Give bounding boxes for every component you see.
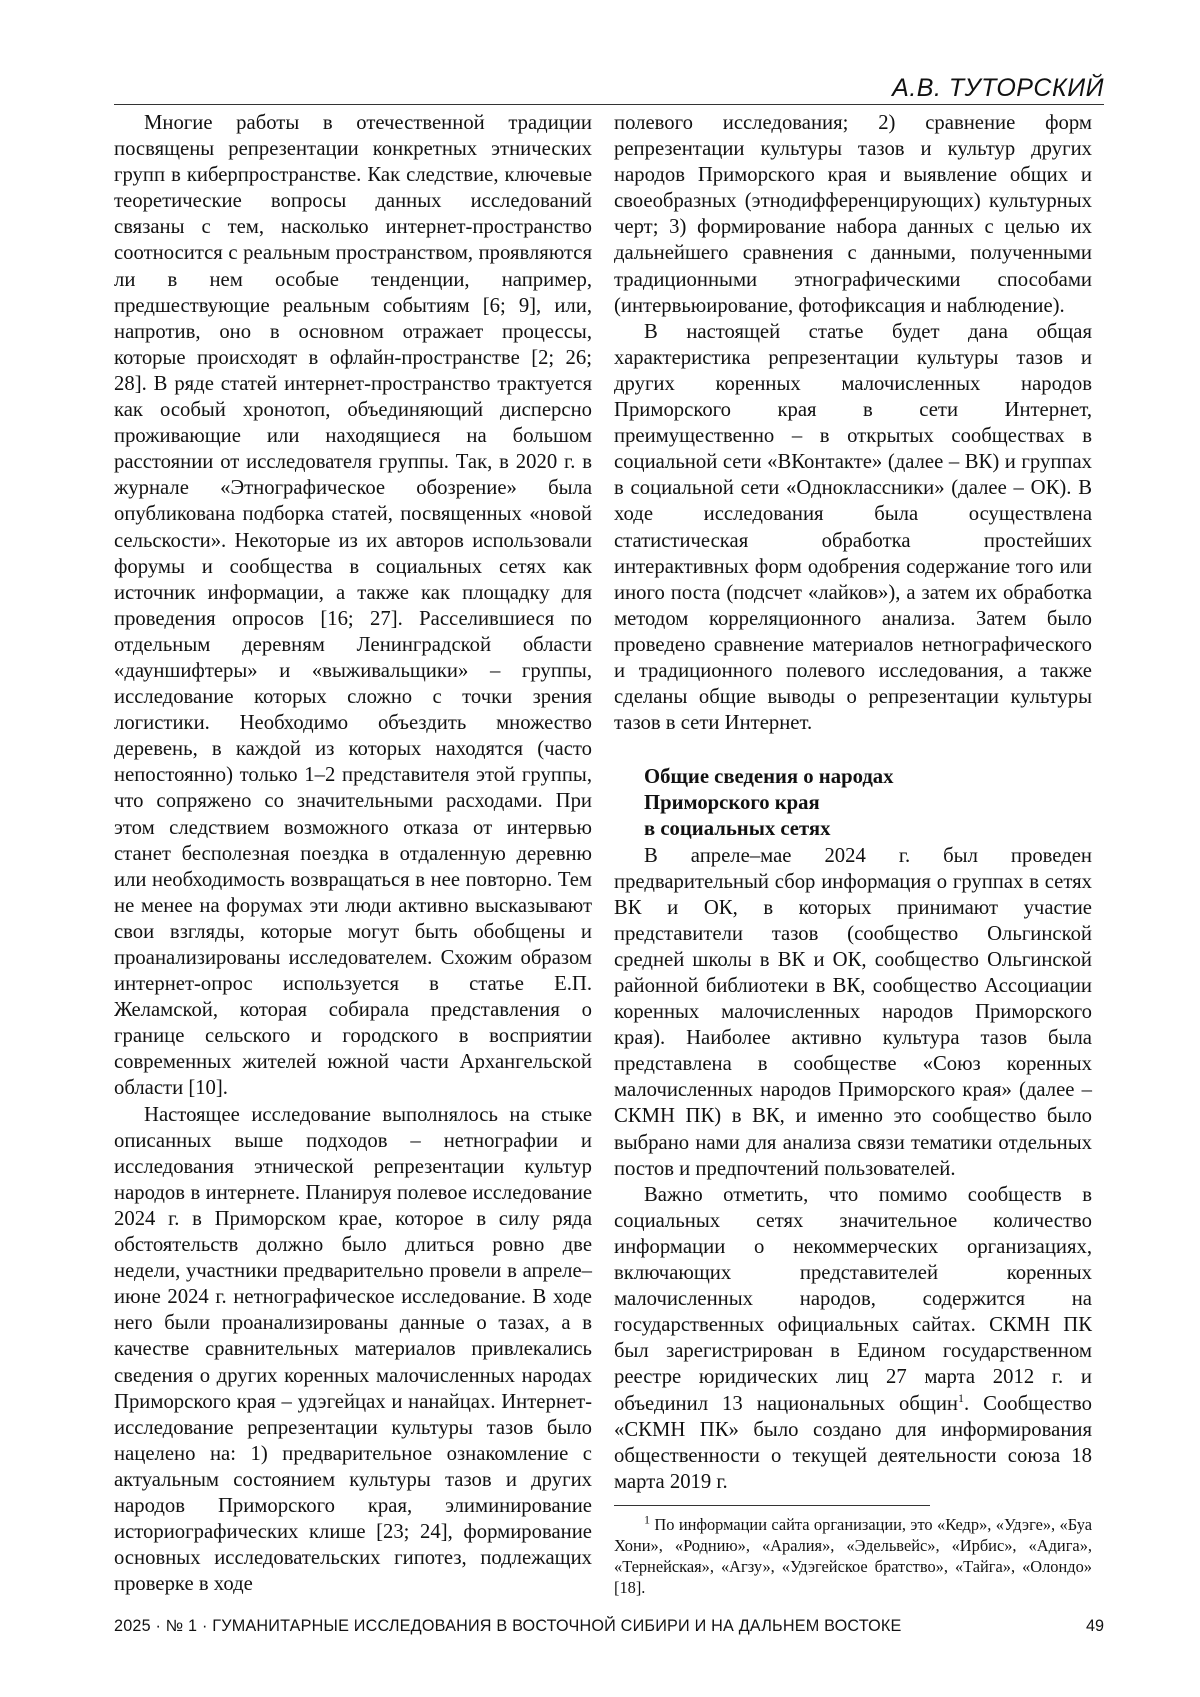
running-head-author: А.В. ТУТОРСКИЙ (892, 74, 1104, 102)
section-heading-line: Общие сведения о народах (644, 766, 894, 789)
footnote (614, 1514, 1092, 1599)
section-heading (644, 764, 1092, 842)
paragraph-text: Важно отметить, что помимо сообществ в социальных сетях значительное количество информации о некоммерческих организациях, включающих представителей коренных малочисленных народов, содержится на государственных официальных сайтах. СКМН ПК был зарегистрирован в Едином государственном реестре юридических лиц 27 марта 2012 г. и объединил 13 национальных общин (614, 1183, 1092, 1415)
section-heading-line: Приморского края (644, 792, 820, 815)
right-column (614, 110, 1092, 1599)
header-rule (114, 104, 1104, 105)
body-paragraph (614, 1182, 1092, 1495)
body-paragraph-continuation: полевого исследования; 2) сравнение форм репрезентации культуры тазов и культур других народов Приморского края и выявление общих и своеобразных (этнодифференцирующих) культурных черт; 3) формирование набора данных с целью их дальнейшего сравнения с данными, полученными традиционными этнографическими способами (интервьюирование, фотофиксация и наблюдение). (614, 112, 1092, 317)
body-paragraph: Многие работы в отечественной традиции посвящены репрезентации конкретных этнических групп в киберпространстве. Как следствие, ключевые теоретические вопросы данных исследований связаны с тем, насколько интернет-пространство соотносится с реальным пространством, проявляются ли в нем особые тенденции, например, предшествующие реальным событиям [6; 9], или, напротив, оно в основном отражает процессы, которые происходят в офлайн-пространстве [2; 26; 28]. В ряде статей интернет-пространство трактуется как особый хронотоп, объединяющий дисперсно проживающие или находящиеся на большом расстоянии от исследователя группы. Так, в 2020 г. в журнале «Этнографическое обозрение» была опубликована подборка статей, посвященных «новой сельскости». Некоторые из их авторов использовали форумы и сообщества в социальных сетях как источник информации, а также как площадку для проведения опросов [16; 27]. Расселившиеся по отдельным деревням Ленинградской области «дауншифтеры» и «выживальщики» – группы, исследование которых сложно с точки зрения логистики. Необходимо объездить множество деревень, в каждой из которых находятся (часто непостоянно) только 1–2 представителя этой группы, что сопряжено со значительными расходами. При этом следствием возможного отказа от интервью станет бесполезная поездка в отдаленную деревню или необходимость возвращаться в нее повторно. Тем не менее на форумах эти люди активно высказывают свои взгляды, которые могут быть обобщены и проанализированы исследователем. Схожим образом интернет-опрос используется в статье Е.П. Желамской, которая собирала представления о границе сельского и городского в восприятии современных жителей южной части Архангельской области [10]. (114, 112, 592, 1100)
left-column (114, 110, 592, 1597)
footnote-rule (614, 1505, 930, 1506)
footnote-text: По информации сайта организации, это «Кедр», «Удэге», «Буа Хони», «Роднию», «Аралия», «Эдельвейс», «Ирбис», «Адига», «Тернейская», «Агзу», «Удэгейское братство», «Тайга», «Олондо» [18]. (614, 1514, 1092, 1598)
body-paragraph: Настоящее исследование выполнялось на стыке описанных выше подходов – нетнографии и исследования этнической репрезентации культур народов в интернете. Планируя полевое исследование 2024 г. в Приморском крае, которое в силу ряда обстоятельств должно было длиться ровно две недели, участники предварительно провели в апреле–июне 2024 г. нетнографическое исследование. В ходе него были проанализированы данные о тазах, а в качестве сравнительных материалов привлекались сведения о других коренных малочисленных народах Приморского края – удэгейцах и нанайцах. Интернет-исследование репрезентации культуры тазов было нацелено на: 1) предварительное ознакомление с актуальным состоянием культуры тазов и других народов Приморского края, элиминирование историографических клише [23; 24], формирование основных исследовательских гипотез, подлежащих проверке в ходе (114, 1103, 592, 1596)
footer-journal-title: 2025 · № 1 · ГУМАНИТАРНЫЕ ИССЛЕДОВАНИЯ В ВОСТОЧНОЙ СИБИРИ И НА ДАЛЬНЕМ ВОСТОКЕ (114, 1617, 902, 1635)
page-number: 49 (1085, 1617, 1104, 1635)
footnote-reference: 1 (957, 1390, 964, 1405)
paragraph-text: . Сообщество «СКМН ПК» было создано для информирования общественности о текущей деятельности союза 18 марта 2019 г. (614, 1392, 1092, 1493)
body-paragraph: В апреле–мае 2024 г. был проведен предварительный сбор информация о группах в сетях ВК и ОК, в которых принимают участие представители тазов (сообщество Ольгинской средней школы в ВК и ОК, сообщество Ольгинской районной библиотеки в ВК, сообщество Ассоциации коренных малочисленных народов Приморского края). Наиболее активно культура тазов была представлена в сообществе «Союз коренных малочисленных народов Приморского края» (далее – СКМН ПК) в ВК, и именно это сообщество было выбрано нами для анализа связи тематики отдельных постов и предпочтений пользователей. (614, 844, 1092, 1180)
body-paragraph: В настоящей статье будет дана общая характеристика репрезентации культуры тазов и других коренных малочисленных народов Приморского края в сети Интернет, преимущественно – в открытых сообществах в социальной сети «ВКонтакте» (далее – ВК) и группах в социальной сети «Одноклассники» (далее – ОК). В ходе исследования была осуществлена статистическая обработка простейших интерактивных форм одобрения содержание того или иного поста (подсчет «лайков»), а затем их обработка методом корреляционного анализа. Затем было проведено сравнение материалов нетнографического и традиционного полевого исследования, а также сделаны общие выводы о репрезентации культуры тазов в сети Интернет. (614, 320, 1092, 735)
footnote-number: 1 (644, 1512, 650, 1527)
section-heading-line: в социальных сетях (644, 818, 831, 841)
